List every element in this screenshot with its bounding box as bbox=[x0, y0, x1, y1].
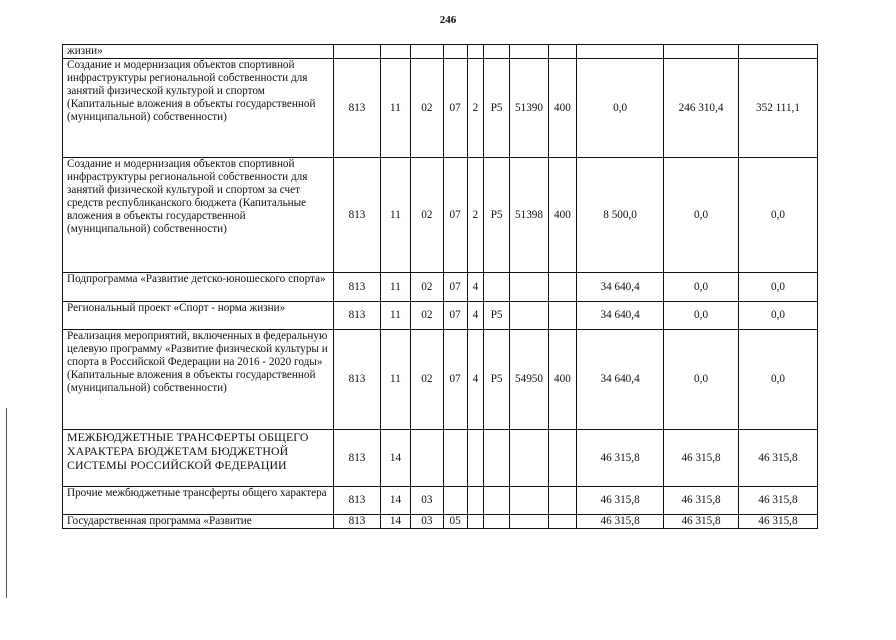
subsection-code-cell: 02 bbox=[411, 59, 443, 158]
amount-year-1-cell: 34 640,4 bbox=[577, 330, 664, 430]
amount-year-3-cell: 46 315,8 bbox=[738, 430, 817, 487]
section-code-cell: 14 bbox=[380, 515, 410, 529]
ministry-code-cell: 813 bbox=[334, 59, 381, 158]
project-code-cell bbox=[483, 487, 509, 515]
project-code-cell bbox=[483, 273, 509, 302]
section-code-cell: 11 bbox=[380, 273, 410, 302]
amount-year-2-cell bbox=[664, 45, 739, 59]
direction-code-cell: 51390 bbox=[510, 59, 548, 158]
page-number: 246 bbox=[439, 14, 457, 26]
amount-year-2-cell: 246 310,4 bbox=[664, 59, 739, 158]
subprogram-code-cell bbox=[467, 515, 483, 529]
amount-year-1-cell: 34 640,4 bbox=[577, 273, 664, 302]
expense-type-cell bbox=[548, 487, 576, 515]
subprogram-code-cell: 4 bbox=[467, 302, 483, 330]
amount-year-1-cell: 46 315,8 bbox=[577, 487, 664, 515]
amount-year-3-cell: 0,0 bbox=[738, 330, 817, 430]
section-code-cell bbox=[380, 45, 410, 59]
amount-year-2-cell: 0,0 bbox=[664, 330, 739, 430]
program-code-cell bbox=[443, 45, 467, 59]
direction-code-cell bbox=[510, 487, 548, 515]
amount-year-1-cell: 0,0 bbox=[577, 59, 664, 158]
program-code-cell: 07 bbox=[443, 273, 467, 302]
expense-type-cell bbox=[548, 430, 576, 487]
section-code-cell: 14 bbox=[380, 430, 410, 487]
row-name-cell: Государственная программа «Развитие bbox=[63, 515, 334, 529]
program-code-cell: 07 bbox=[443, 330, 467, 430]
expense-type-cell: 400 bbox=[548, 330, 576, 430]
subprogram-code-cell: 2 bbox=[467, 158, 483, 273]
project-code-cell: P5 bbox=[483, 59, 509, 158]
amount-year-2-cell: 46 315,8 bbox=[664, 487, 739, 515]
project-code-cell: P5 bbox=[483, 330, 509, 430]
table-row bbox=[63, 273, 818, 302]
amount-year-1-cell: 34 640,4 bbox=[577, 302, 664, 330]
section-code-cell: 11 bbox=[380, 330, 410, 430]
direction-code-cell bbox=[510, 430, 548, 487]
direction-code-cell: 54950 bbox=[510, 330, 548, 430]
budget-table bbox=[62, 44, 818, 529]
table-row bbox=[63, 158, 818, 273]
project-code-cell bbox=[483, 430, 509, 487]
amount-year-1-cell: 46 315,8 bbox=[577, 430, 664, 487]
table-row bbox=[63, 59, 818, 158]
ministry-code-cell: 813 bbox=[334, 273, 381, 302]
subprogram-code-cell: 4 bbox=[467, 273, 483, 302]
subsection-code-cell: 02 bbox=[411, 158, 443, 273]
program-code-cell bbox=[443, 487, 467, 515]
ministry-code-cell: 813 bbox=[334, 487, 381, 515]
subprogram-code-cell: 2 bbox=[467, 59, 483, 158]
amount-year-1-cell: 8 500,0 bbox=[577, 158, 664, 273]
subprogram-code-cell bbox=[467, 487, 483, 515]
amount-year-3-cell: 0,0 bbox=[738, 302, 817, 330]
row-name-cell: жизни» bbox=[63, 45, 334, 59]
row-name-cell: Региональный проект «Спорт - норма жизни» bbox=[63, 302, 334, 330]
project-code-cell: P5 bbox=[483, 302, 509, 330]
subprogram-code-cell bbox=[467, 45, 483, 59]
program-code-cell: 07 bbox=[443, 302, 467, 330]
subprogram-code-cell: 4 bbox=[467, 330, 483, 430]
table-row bbox=[63, 45, 818, 59]
section-code-cell: 11 bbox=[380, 59, 410, 158]
row-name-cell: Создание и модернизация объектов спортивной инфраструктуры региональной собственности для занятий физической культурой и спортом за счет средств республиканского бюджета (Капитальные вложения в объекты государственной (муниципальной) собственности) bbox=[63, 158, 334, 273]
amount-year-1-cell bbox=[577, 45, 664, 59]
table-row bbox=[63, 430, 818, 487]
subsection-code-cell: 02 bbox=[411, 302, 443, 330]
direction-code-cell bbox=[510, 45, 548, 59]
row-name-cell: Прочие межбюджетные трансферты общего характера bbox=[63, 487, 334, 515]
amount-year-3-cell: 0,0 bbox=[738, 158, 817, 273]
project-code-cell: P5 bbox=[483, 158, 509, 273]
expense-type-cell: 400 bbox=[548, 59, 576, 158]
ministry-code-cell: 813 bbox=[334, 158, 381, 273]
subsection-code-cell bbox=[411, 45, 443, 59]
direction-code-cell bbox=[510, 515, 548, 529]
expense-type-cell bbox=[548, 273, 576, 302]
amount-year-2-cell: 46 315,8 bbox=[664, 430, 739, 487]
amount-year-3-cell bbox=[738, 45, 817, 59]
amount-year-2-cell: 0,0 bbox=[664, 158, 739, 273]
ministry-code-cell: 813 bbox=[334, 430, 381, 487]
amount-year-1-cell: 46 315,8 bbox=[577, 515, 664, 529]
expense-type-cell: 400 bbox=[548, 158, 576, 273]
project-code-cell bbox=[483, 45, 509, 59]
section-code-cell: 11 bbox=[380, 302, 410, 330]
subsection-code-cell: 03 bbox=[411, 515, 443, 529]
amount-year-2-cell: 46 315,8 bbox=[664, 515, 739, 529]
table-row bbox=[63, 330, 818, 430]
program-code-cell bbox=[443, 430, 467, 487]
amount-year-3-cell: 46 315,8 bbox=[738, 487, 817, 515]
amount-year-3-cell: 46 315,8 bbox=[738, 515, 817, 529]
subsection-code-cell: 03 bbox=[411, 487, 443, 515]
section-code-cell: 14 bbox=[380, 487, 410, 515]
ministry-code-cell: 813 bbox=[334, 330, 381, 430]
row-name-cell: Создание и модернизация объектов спортивной инфраструктуры региональной собственности для занятий физической культурой и спортом (Капитальные вложения в объекты государственной (муниципальной) собственности) bbox=[63, 59, 334, 158]
table-row bbox=[63, 487, 818, 515]
table-row bbox=[63, 515, 818, 529]
amount-year-3-cell: 0,0 bbox=[738, 273, 817, 302]
direction-code-cell bbox=[510, 273, 548, 302]
program-code-cell: 07 bbox=[443, 158, 467, 273]
scan-margin-line bbox=[6, 408, 7, 598]
ministry-code-cell: 813 bbox=[334, 302, 381, 330]
program-code-cell: 07 bbox=[443, 59, 467, 158]
amount-year-3-cell: 352 111,1 bbox=[738, 59, 817, 158]
row-name-cell: Реализация мероприятий, включенных в федеральную целевую программу «Развитие физической культуры и спорта в Российской Федерации на 2016 - 2020 годы» (Капитальные вложения в объекты государственной (муниципальной) собственности) bbox=[63, 330, 334, 430]
row-name-cell: МЕЖБЮДЖЕТНЫЕ ТРАНСФЕРТЫ ОБЩЕГО ХАРАКТЕРА БЮДЖЕТАМ БЮДЖЕТНОЙ СИСТЕМЫ РОССИЙСКОЙ ФЕДЕРАЦИИ bbox=[63, 430, 334, 487]
direction-code-cell: 51398 bbox=[510, 158, 548, 273]
table-row bbox=[63, 302, 818, 330]
expense-type-cell bbox=[548, 45, 576, 59]
subsection-code-cell: 02 bbox=[411, 273, 443, 302]
expense-type-cell bbox=[548, 302, 576, 330]
subsection-code-cell bbox=[411, 430, 443, 487]
ministry-code-cell: 813 bbox=[334, 515, 381, 529]
section-code-cell: 11 bbox=[380, 158, 410, 273]
direction-code-cell bbox=[510, 302, 548, 330]
expense-type-cell bbox=[548, 515, 576, 529]
ministry-code-cell bbox=[334, 45, 381, 59]
row-name-cell: Подпрограмма «Развитие детско-юношеского спорта» bbox=[63, 273, 334, 302]
subsection-code-cell: 02 bbox=[411, 330, 443, 430]
amount-year-2-cell: 0,0 bbox=[664, 273, 739, 302]
project-code-cell bbox=[483, 515, 509, 529]
subprogram-code-cell bbox=[467, 430, 483, 487]
program-code-cell: 05 bbox=[443, 515, 467, 529]
amount-year-2-cell: 0,0 bbox=[664, 302, 739, 330]
